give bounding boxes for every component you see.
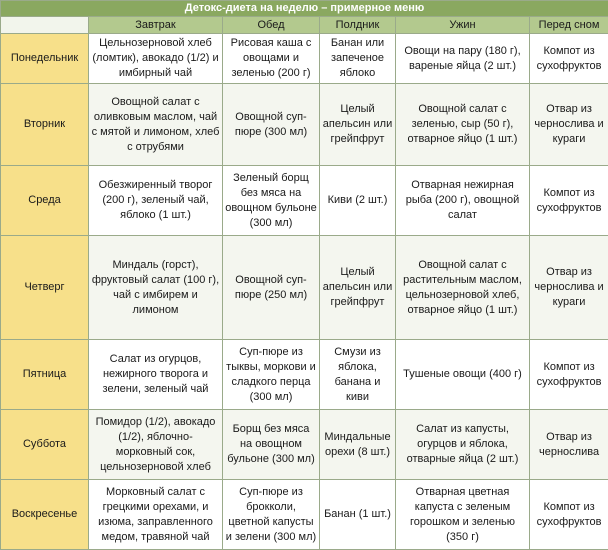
dinner-cell: Овощной салат с растительным маслом, цельнозерновой хлеб, отварное яйцо (1 шт.) <box>396 236 530 340</box>
day-label: Среда <box>1 166 89 236</box>
header-breakfast: Завтрак <box>89 17 223 34</box>
table-row <box>1 84 608 166</box>
snack-cell: Целый апельсин или грейпфрут <box>320 84 396 166</box>
lunch-cell: Овощной суп-пюре (250 мл) <box>223 236 320 340</box>
before-sleep-cell: Компот из сухофруктов <box>530 340 608 410</box>
lunch-cell: Борщ без мяса на овощном бульоне (300 мл) <box>223 410 320 480</box>
table-row <box>1 34 608 84</box>
table-row <box>1 480 608 550</box>
header-snack: Полдник <box>320 17 396 34</box>
table-row <box>1 340 608 410</box>
breakfast-cell: Миндаль (горст), фруктовый салат (100 г), чай с имбирем и лимоном <box>89 236 223 340</box>
dinner-cell: Салат из капусты, огурцов и яблока, отварные яйца (2 шт.) <box>396 410 530 480</box>
snack-cell: Банан или запеченое яблоко <box>320 34 396 84</box>
lunch-cell: Овощной суп-пюре (300 мл) <box>223 84 320 166</box>
dinner-cell: Тушеные овощи (400 г) <box>396 340 530 410</box>
header-before-sleep: Перед сном <box>530 17 608 34</box>
before-sleep-cell: Отвар из чернослива и кураги <box>530 84 608 166</box>
dinner-cell: Отварная нежирная рыба (200 г), овощной салат <box>396 166 530 236</box>
lunch-cell: Рисовая каша с овощами и зеленью (200 г) <box>223 34 320 84</box>
table-title: Детокс-диета на неделю – примерное меню <box>1 1 608 17</box>
snack-cell: Банан (1 шт.) <box>320 480 396 550</box>
lunch-cell: Суп-пюре из брокколи, цветной капусты и зелени (300 мл) <box>223 480 320 550</box>
before-sleep-cell: Отвар из чернослива <box>530 410 608 480</box>
before-sleep-cell: Компот из сухофруктов <box>530 480 608 550</box>
snack-cell: Смузи из яблока, банана и киви <box>320 340 396 410</box>
lunch-cell: Суп-пюре из тыквы, моркови и сладкого перца (300 мл) <box>223 340 320 410</box>
day-label: Суббота <box>1 410 89 480</box>
lunch-cell: Зеленый борщ без мяса на овощном бульоне (300 мл) <box>223 166 320 236</box>
header-dinner: Ужин <box>396 17 530 34</box>
snack-cell: Целый апельсин или грейпфрут <box>320 236 396 340</box>
header-corner <box>1 17 89 34</box>
breakfast-cell: Помидор (1/2), авокадо (1/2), яблочно-морковный сок, цельнозерновой хлеб <box>89 410 223 480</box>
breakfast-cell: Салат из огурцов, нежирного творога и зелени, зеленый чай <box>89 340 223 410</box>
before-sleep-cell: Компот из сухофруктов <box>530 166 608 236</box>
table-row <box>1 410 608 480</box>
table-row <box>1 166 608 236</box>
day-label: Вторник <box>1 84 89 166</box>
day-label: Пятница <box>1 340 89 410</box>
dinner-cell: Овощной салат с зеленью, сыр (50 г), отварное яйцо (1 шт.) <box>396 84 530 166</box>
day-label: Понедельник <box>1 34 89 84</box>
header-row <box>1 17 608 34</box>
breakfast-cell: Обезжиренный творог (200 г), зеленый чай, яблоко (1 шт.) <box>89 166 223 236</box>
breakfast-cell: Цельнозерновой хлеб (ломтик), авокадо (1/2) и имбирный чай <box>89 34 223 84</box>
snack-cell: Миндальные орехи (8 шт.) <box>320 410 396 480</box>
day-label: Воскресенье <box>1 480 89 550</box>
header-lunch: Обед <box>223 17 320 34</box>
table-row <box>1 236 608 340</box>
breakfast-cell: Морковный салат с грецкими орехами, и изюма, заправленного медом, травяной чай <box>89 480 223 550</box>
day-label: Четверг <box>1 236 89 340</box>
dinner-cell: Отварная цветная капуста с зеленым горошком и зеленью (350 г) <box>396 480 530 550</box>
breakfast-cell: Овощной салат с оливковым маслом, чай с мятой и лимоном, хлеб с отрубями <box>89 84 223 166</box>
before-sleep-cell: Отвар из чернослива и кураги <box>530 236 608 340</box>
snack-cell: Киви (2 шт.) <box>320 166 396 236</box>
before-sleep-cell: Компот из сухофруктов <box>530 34 608 84</box>
dinner-cell: Овощи на пару (180 г), вареные яйца (2 шт.) <box>396 34 530 84</box>
